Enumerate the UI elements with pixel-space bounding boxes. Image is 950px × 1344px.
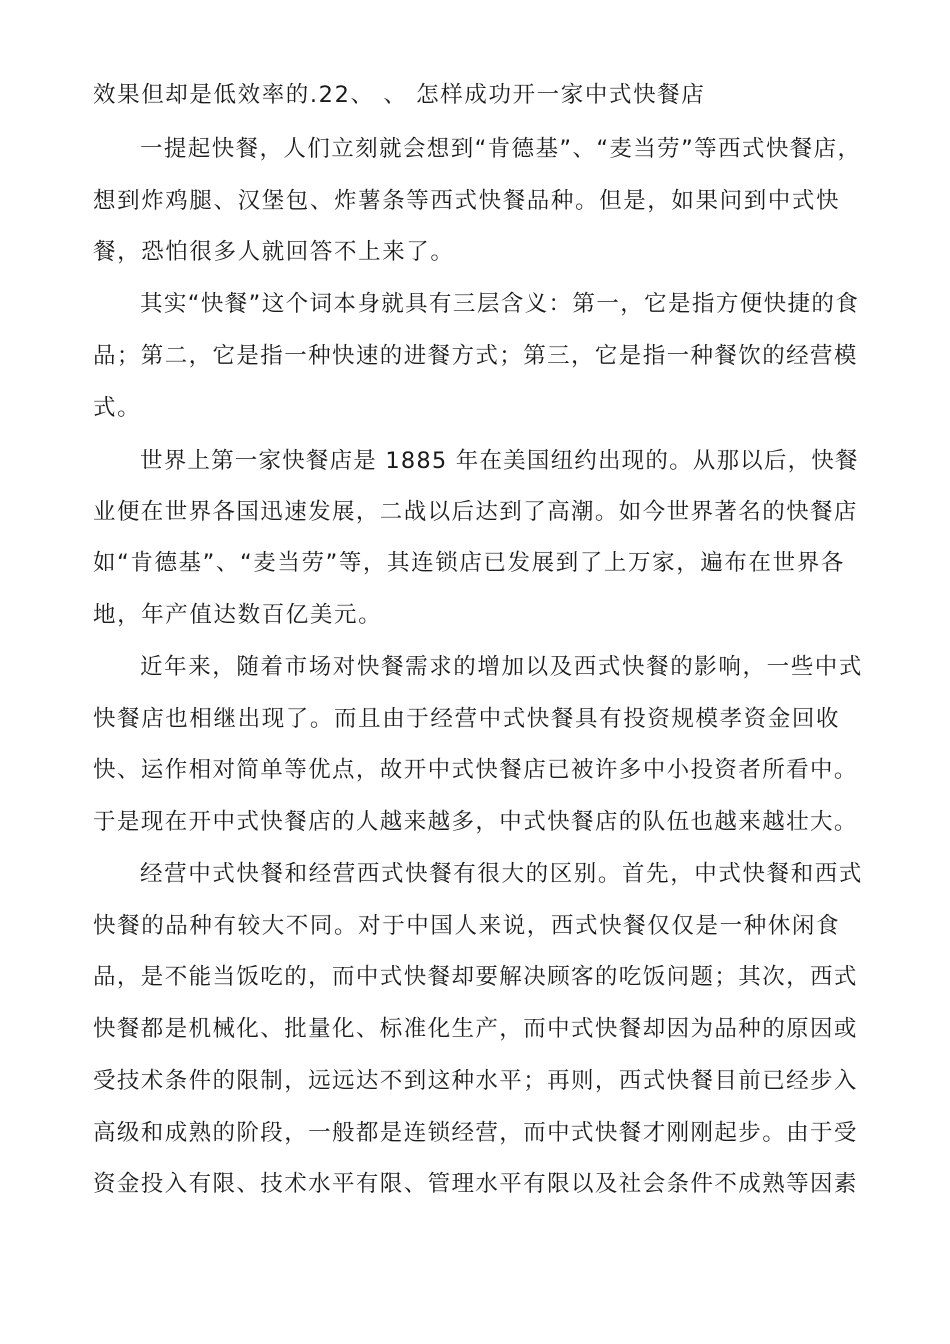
text-line: 品，是不能当饭吃的，而中式快餐却要解决顾客的吃饭问题；其次，西式 bbox=[93, 964, 858, 990]
text-line: 业便在世界各国迅速发展，二战以后达到了高潮。如今世界著名的快餐店 bbox=[93, 499, 858, 525]
text-line: 品；第二，它是指一种快速的进餐方式；第三，它是指一种餐饮的经营模 bbox=[93, 343, 858, 369]
text-line: 效果但却是低效率的.22、 、 怎样成功开一家中式快餐店 bbox=[93, 82, 706, 108]
text-line: 快餐的品种有较大不同。对于中国人来说，西式快餐仅仅是一种休闲食 bbox=[93, 913, 841, 939]
text-line: 资金投入有限、技术水平有限、管理水平有限以及社会条件不成熟等因素 bbox=[93, 1171, 858, 1197]
text-line: 于是现在开中式快餐店的人越来越多，中式快餐店的队伍也越来越壮大。 bbox=[93, 809, 858, 835]
text-line: 快、运作相对简单等优点，故开中式快餐店已被许多中小投资者所看中。 bbox=[93, 757, 858, 783]
text-line: 经营中式快餐和经营西式快餐有很大的区别。首先，中式快餐和西式 bbox=[140, 861, 864, 887]
text-line: 高级和成熟的阶段，一般都是连锁经营，而中式快餐才刚刚起步。由于受 bbox=[93, 1120, 858, 1146]
text-line: 近年来，随着市场对快餐需求的增加以及西式快餐的影响，一些中式 bbox=[140, 654, 864, 680]
text-line: 其实“快餐”这个词本身就具有三层含义：第一，它是指方便快捷的食 bbox=[140, 291, 860, 317]
text-line: 快餐都是机械化、批量化、标准化生产，而中式快餐却因为品种的原因或 bbox=[93, 1016, 858, 1042]
text-line: 一提起快餐，人们立刻就会想到“肯德基”、“麦当劳”等西式快餐店， bbox=[140, 136, 862, 162]
text-line: 餐，恐怕很多人就回答不上来了。 bbox=[93, 239, 455, 265]
text-line: 式。 bbox=[93, 395, 142, 421]
text-line: 地，年产值达数百亿美元。 bbox=[93, 602, 383, 628]
text-line: 想到炸鸡腿、汉堡包、炸薯条等西式快餐品种。但是，如果问到中式快 bbox=[93, 188, 841, 214]
text-line: 世界上第一家快餐店是 1885 年在美国纽约出现的。从那以后，快餐 bbox=[140, 448, 859, 474]
text-line: 如“肯德基”、“麦当劳”等，其连锁店已发展到了上万家，遍布在世界各 bbox=[93, 550, 845, 576]
text-line: 受技术条件的限制，远远达不到这种水平；再则，西式快餐目前已经步入 bbox=[93, 1068, 858, 1094]
text-line: 快餐店也相继出现了。而且由于经营中式快餐具有投资规模孝资金回收 bbox=[93, 706, 841, 732]
